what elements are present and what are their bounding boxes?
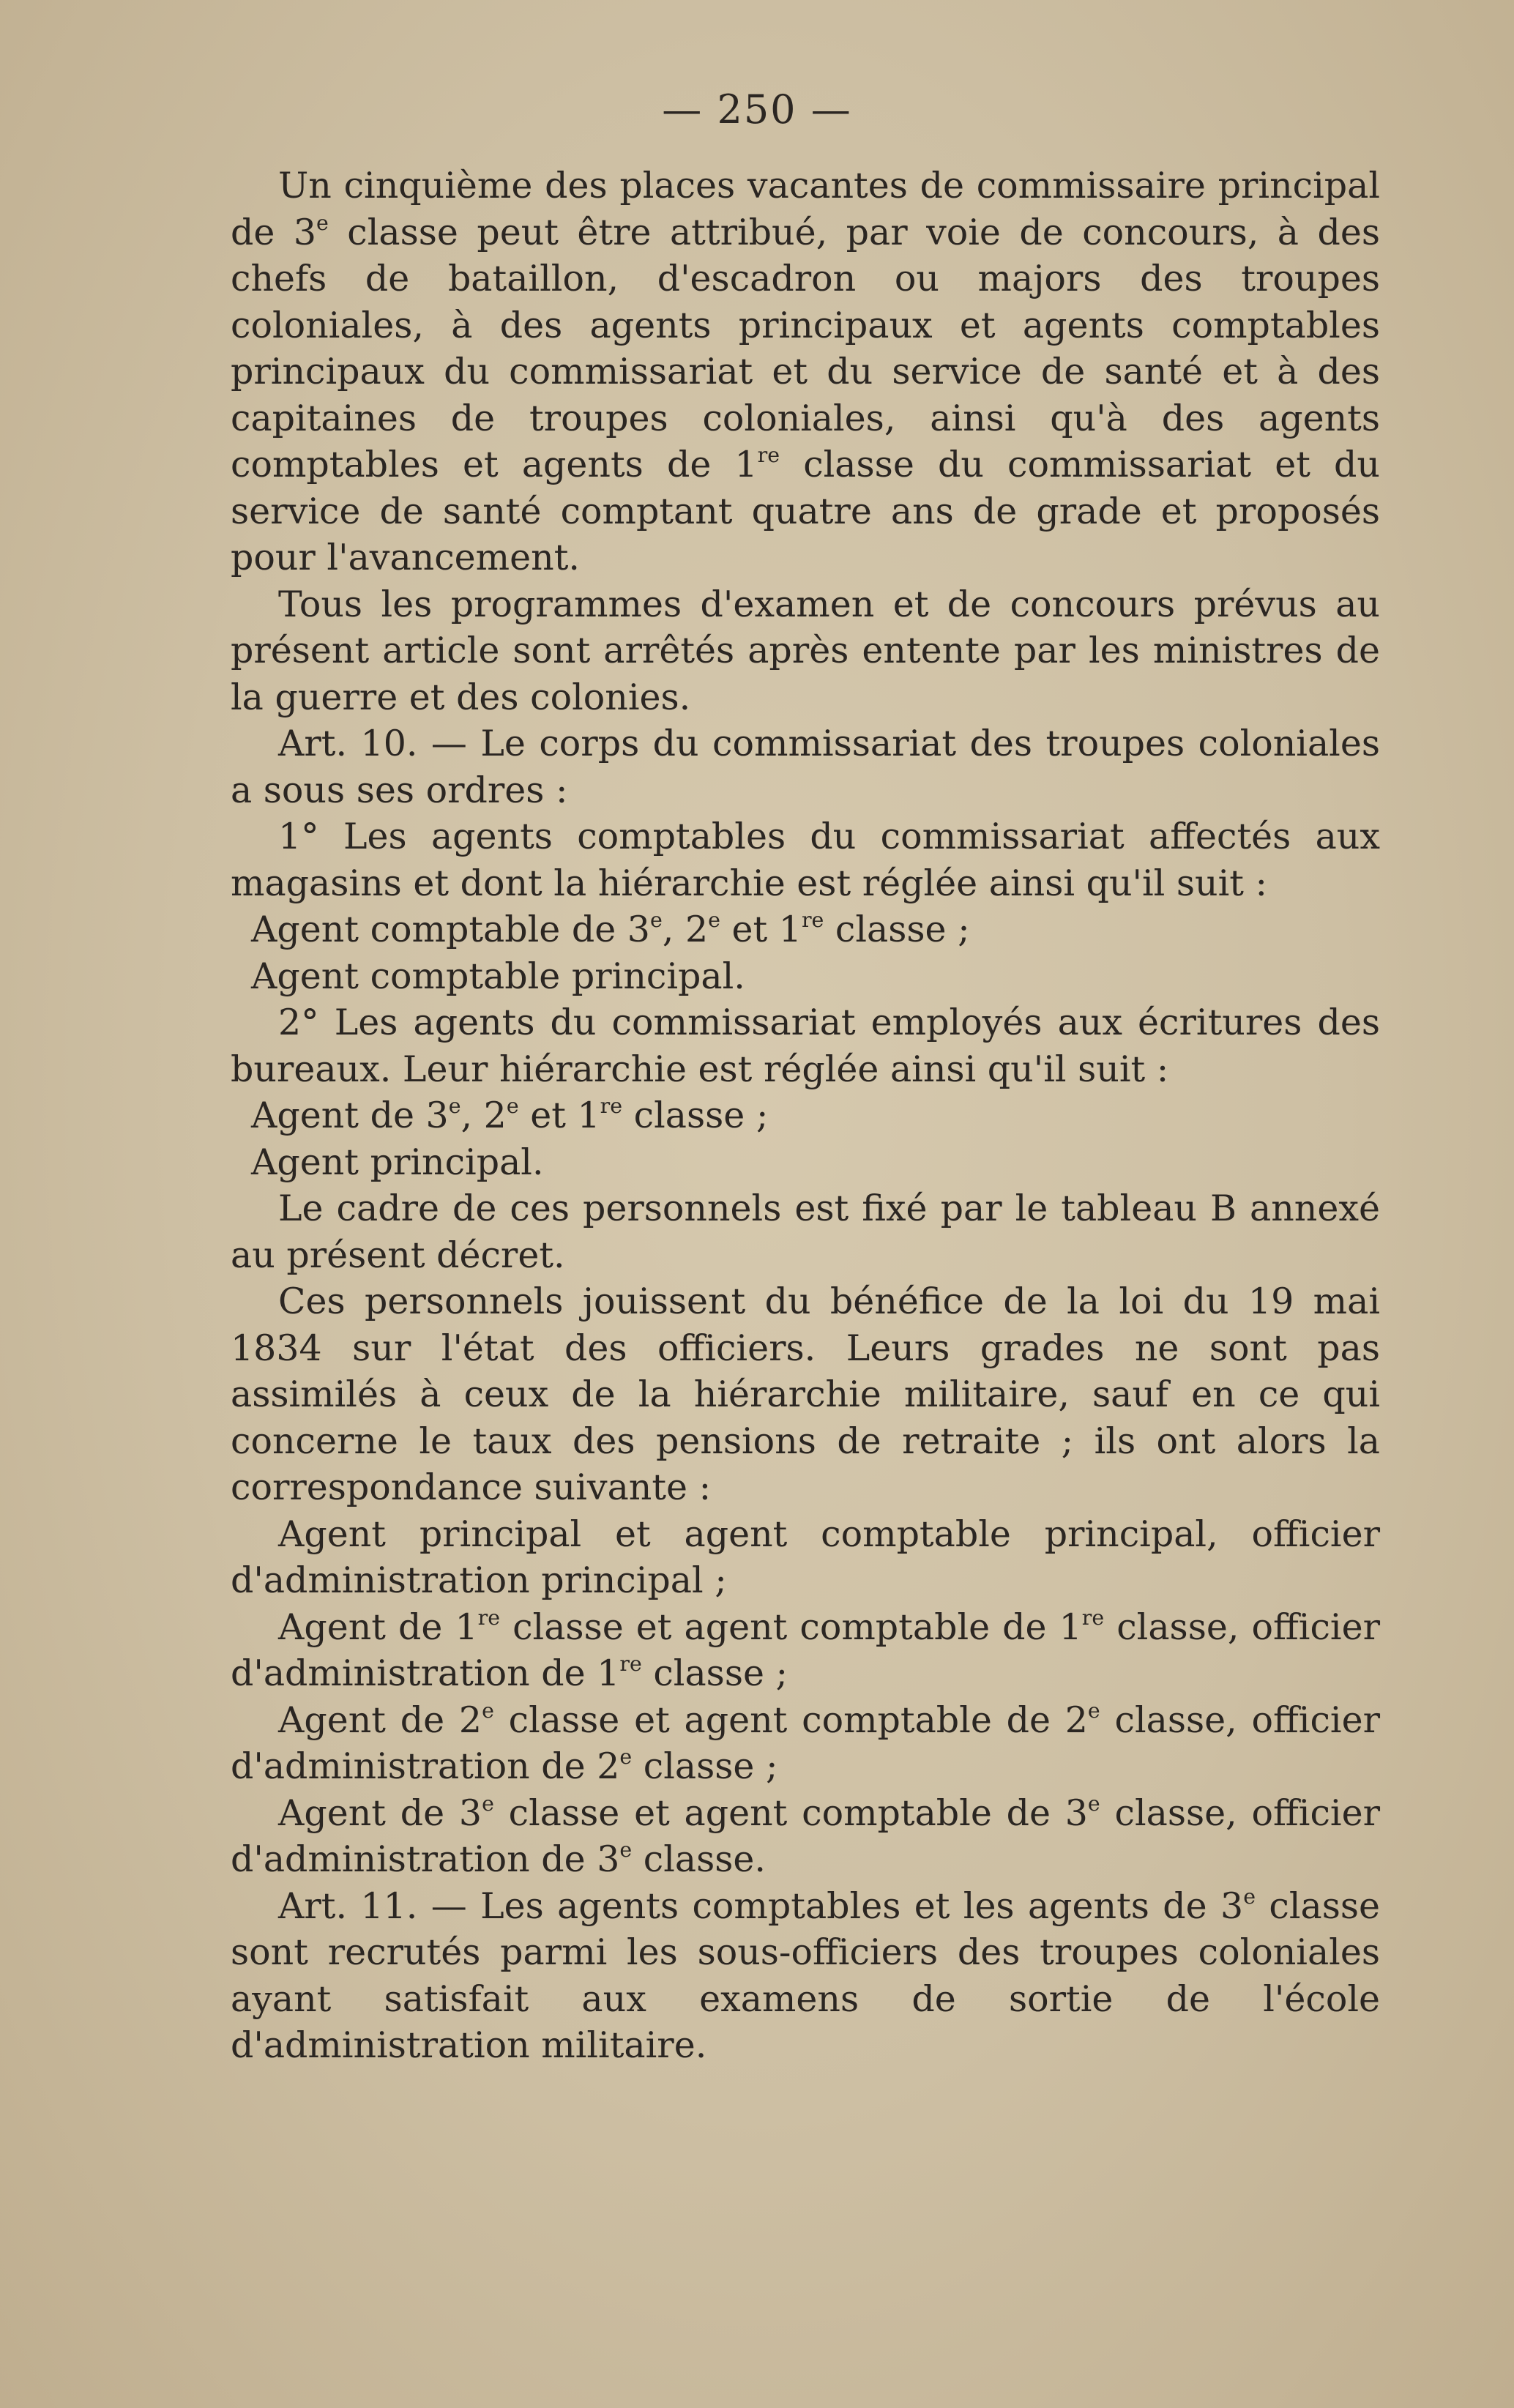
paragraph-art-11: Art. 11. — Les agents comptables et les agents de 3e classe sont recrutés parmi les sous-officiers des troupes coloniales ayant satisfait aux examens de sortie de l'école d'administration militaire. [231, 1884, 1380, 2066]
paragraph-commissaire-principal: Un cinquième des places vacantes de commissaire principal de 3e classe peut être attribué, par voie de concours, à des chefs de bataillon, d'escadron ou majors des troupes coloniales, à des agents principaux et agents comptables principaux du commissariat et du service de santé et à des capitaines de troupes coloniales, ainsi qu'à des agents comptables et agents de 1re classe du commissariat et du service de santé comptant quatre ans de grade et proposés pour l'avancement. [231, 165, 1380, 578]
list-item-agent-classes: Agent de 3e, 2e et 1re classe ; [251, 1094, 769, 1136]
paragraph-correspondance-2e: Agent de 2e classe et agent comptable de 2e classe, officier d'administration de 2e classe ; [231, 1698, 1380, 1787]
paragraph-correspondance-principal: Agent principal et agent comptable principal, officier d'administration principal ; [231, 1513, 1380, 1601]
paragraph-art-10: Art. 10. — Le corps du commissariat des troupes coloniales a sous ses ordres : [231, 723, 1380, 811]
body-text [231, 163, 1380, 2069]
paragraph-correspondance-1re: Agent de 1re classe et agent comptable de 1re classe, officier d'administration de 1re classe ; [231, 1605, 1380, 1694]
paragraph-cadre: Le cadre de ces personnels est fixé par le tableau B annexé au présent décret. [231, 1188, 1380, 1276]
list-item-agent-comptable-principal: Agent comptable principal. [251, 955, 745, 997]
paragraph-agents-ecritures: 2° Les agents du commissariat employés aux écritures des bureaux. Leur hiérarchie est réglée ainsi qu'il suit : [231, 1002, 1380, 1090]
paragraph-agents-comptables: 1° Les agents comptables du commissariat affectés aux magasins et dont la hiérarchie est réglée ainsi qu'il suit : [231, 816, 1380, 904]
page-number: — 250 — [662, 86, 852, 133]
paragraph-loi-1834: Ces personnels jouissent du bénéfice de la loi du 19 mai 1834 sur l'état des officiers. Leurs grades ne sont pas assimilés à ceux de la hiérarchie militaire, sauf en ce qui concerne le taux des pensions de retraite ; ils ont alors la correspondance suivante : [231, 1281, 1380, 1508]
list-item-agent-comptable-classes: Agent comptable de 3e, 2e et 1re classe ; [251, 908, 970, 950]
paragraph-programmes: Tous les programmes d'examen et de concours prévus au présent article sont arrêtés après entente par les ministres de la guerre et des colonies. [231, 583, 1380, 718]
paragraph-correspondance-3e: Agent de 3e classe et agent comptable de 3e classe, officier d'administration de 3e classe. [231, 1791, 1380, 1880]
list-item-agent-principal: Agent principal. [251, 1141, 544, 1183]
